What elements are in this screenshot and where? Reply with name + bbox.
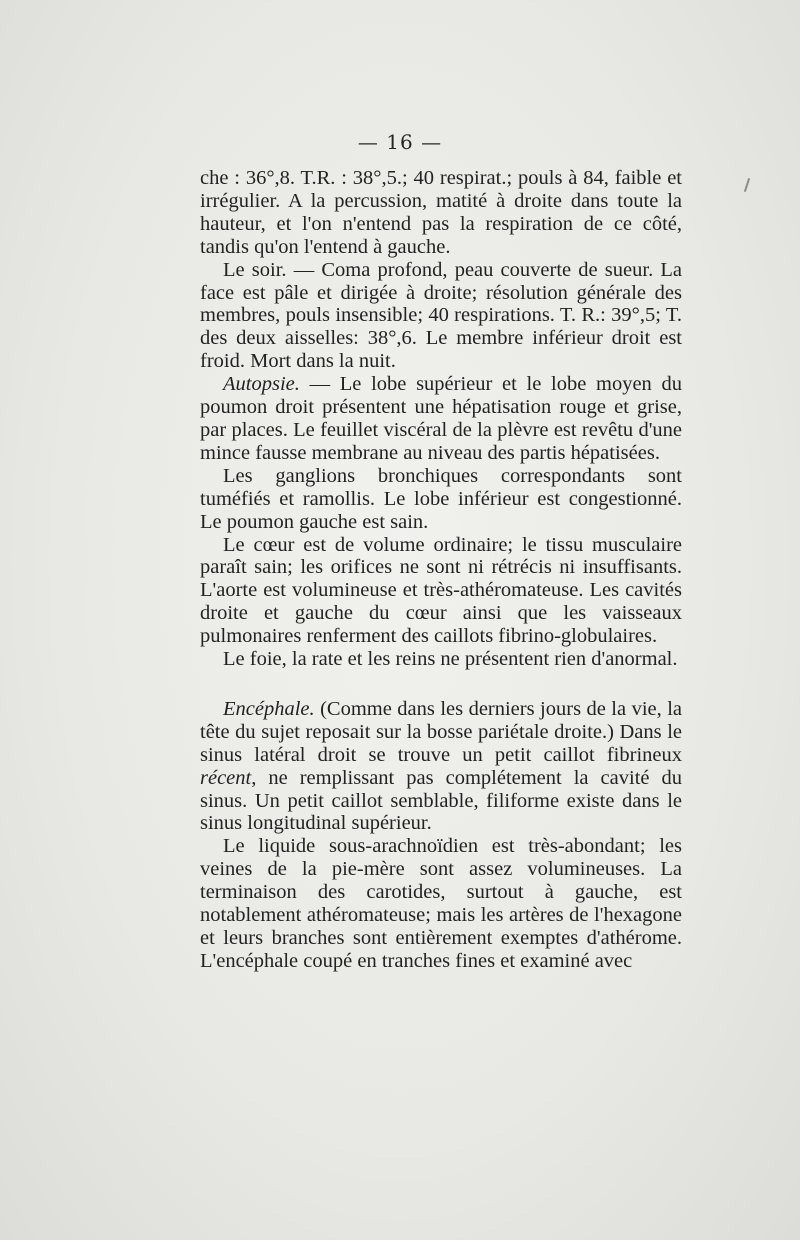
paragraph-text: (Comme dans les derniers jours de la vie, la tête du sujet reposait sur la bosse pariétale droite.) Dans le sinus latéral droit se trouve un petit caillot fibrineux	[200, 697, 682, 766]
paragraph-ganglions	[200, 465, 682, 534]
paragraph-text: Le cœur est de volume ordinaire; le tissu musculaire paraît sain; les orifices ne sont ni rétrécis ni insuffisants. L'aorte est volumineuse et très-athéromateuse. Les cavités droite et gauche du cœur ainsi que les vaisseaux pulmonaires renferment des caillots fibrino-globulaires.	[200, 533, 682, 648]
paragraph-encephale	[200, 698, 682, 835]
paragraph-liver	[200, 648, 682, 671]
paragraph-evening	[200, 259, 682, 374]
section-lead-encephale: Encéphale.	[223, 697, 315, 720]
paragraph-heart	[200, 534, 682, 649]
paragraph-autopsy	[200, 373, 682, 465]
paragraph-text: Un petit caillot semblable, filiforme existe dans le sinus longitudinal supérieur.	[200, 789, 682, 835]
paragraph-text: — Le lobe supérieur et le lobe moyen du poumon droit présentent une hépatisation rouge et grise, par places. Le feuillet viscéral de la plèvre est revêtu d'une mince fausse membrane au niveau des partis hépatisées.	[200, 373, 682, 464]
body-text	[200, 167, 682, 973]
paragraph-continuation	[200, 167, 682, 259]
paragraph-liquid	[200, 835, 682, 972]
paragraph-text-tail: , ne remplissant pas complétement la cavité du sinus.	[200, 766, 682, 812]
paragraph-text: Les ganglions bronchiques correspondants sont tuméfiés et ramollis. Le lobe inférieur est congestionné. Le poumon gauche est sain.	[200, 464, 682, 533]
italic-word-recent: récent	[200, 766, 252, 789]
paragraph-text: Le foie, la rate et les reins ne présentent rien d'anormal.	[223, 648, 678, 671]
paragraph-text: Le soir. — Coma profond, peau couverte de sueur. La face est pâle et dirigée à droite; résolution générale des membres, pouls insensible; 40 respirations. T. R.: 39°,5; T. des deux aisselles: 38°,6. Le membre inférieur droit est froid. Mort dans la nuit.	[200, 258, 682, 373]
section-lead-autopsy: Autopsie.	[223, 373, 300, 396]
paragraph-text: Le liquide sous-arachnoïdien est très-abondant; les veines de la pie-mère sont assez volumineuses. La terminaison des carotides, surtout à gauche, est notablement athéromateuse; mais les artères de l'hexagone et leurs branches sont entièrement exemptes d'athérome. L'encéphale coupé en tranches fines et examiné avec	[200, 835, 682, 972]
page-number: — 16 —	[357, 130, 443, 154]
paragraph-text: che : 36°,8. T.R. : 38°,5.; 40 respirat.; pouls à 84, faible et irrégulier. A la percussion, matité à droite dans toute la hauteur, et l'on n'entend pas la respiration de ce côté, tandis qu'on l'entend à gauche.	[200, 167, 682, 258]
margin-mark	[744, 178, 750, 192]
